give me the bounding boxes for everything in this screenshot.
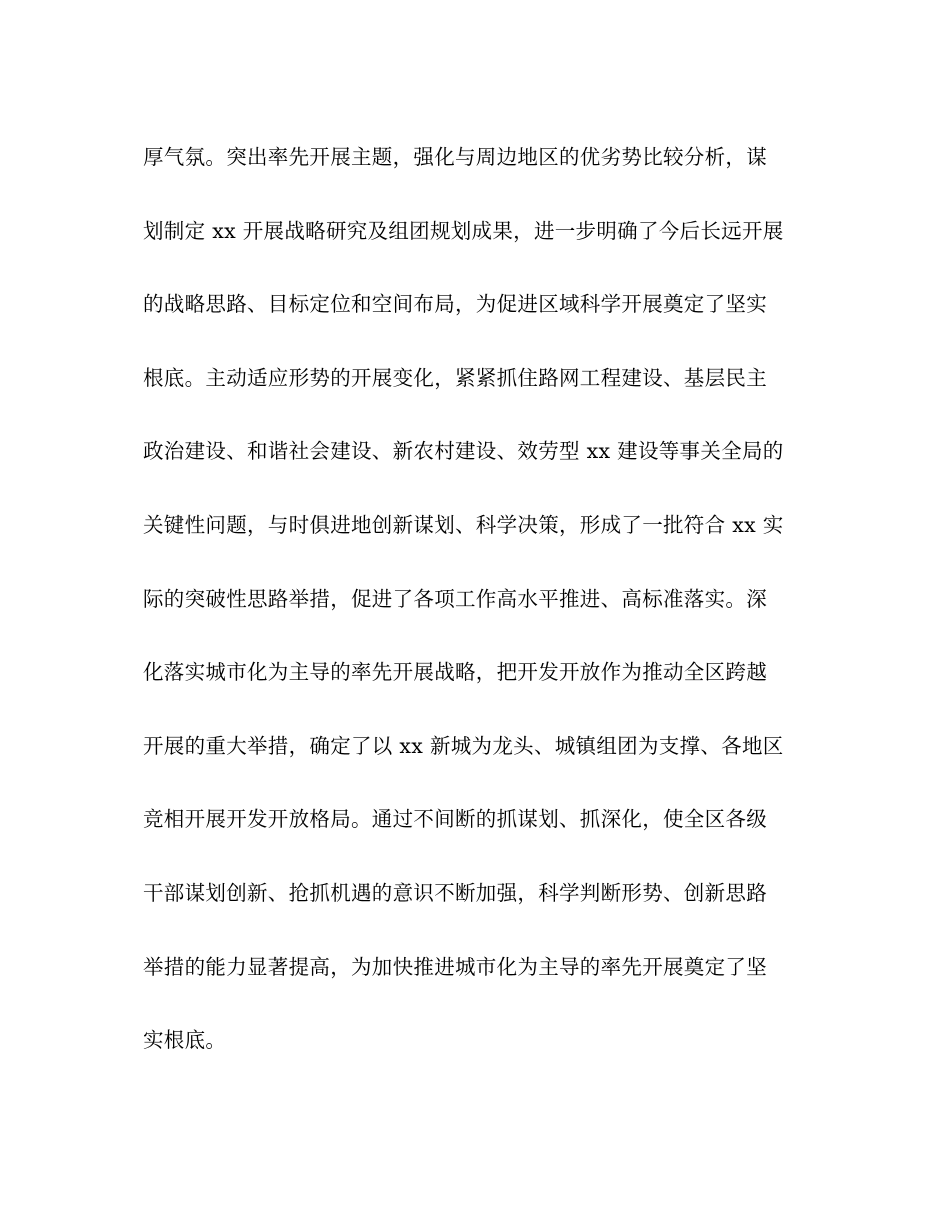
text-line: 划制定 xx 开展战略研究及组团规划成果，进一步明确了今后长远开展 bbox=[143, 218, 784, 243]
text-line: 厚气氛。突出率先开展主题，强化与周边地区的优劣势比较分析，谋 bbox=[143, 145, 767, 169]
text-line: 开展的重大举措，确定了以 xx 新城为龙头、城镇组团为支撑、各地区 bbox=[143, 733, 784, 758]
text-line: 际的突破性思路举措，促进了各项工作高水平推进、高标准落实。深 bbox=[143, 586, 767, 611]
text-line: 的战略思路、目标定位和空间布局，为促进区域科学开展奠定了坚实 bbox=[143, 292, 767, 317]
text-line: 关键性问题，与时俱进地创新谋划、科学决策，形成了一批符合 xx 实 bbox=[143, 512, 784, 537]
text-line: 根底。主动适应形势的开展变化，紧紧抓住路网工程建设、基层民主 bbox=[143, 365, 767, 390]
text-line: 竞相开展开发开放格局。通过不间断的抓谋划、抓深化，使全区各级 bbox=[143, 807, 767, 832]
body-paragraph bbox=[143, 139, 823, 1096]
text-line: 化落实城市化为主导的率先开展战略，把开发开放作为推动全区跨越 bbox=[143, 660, 767, 685]
text-line: 干部谋划创新、抢抓机遇的意识不断加强，科学判断形势、创新思路 bbox=[143, 880, 767, 905]
text-line: 举措的能力显著提高，为加快推进城市化为主导的率先开展奠定了坚 bbox=[143, 954, 767, 979]
text-line: 政治建设、和谐社会建设、新农村建设、效劳型 xx 建设等事关全局的 bbox=[143, 439, 784, 464]
text-line: 实根底。 bbox=[143, 1028, 227, 1053]
